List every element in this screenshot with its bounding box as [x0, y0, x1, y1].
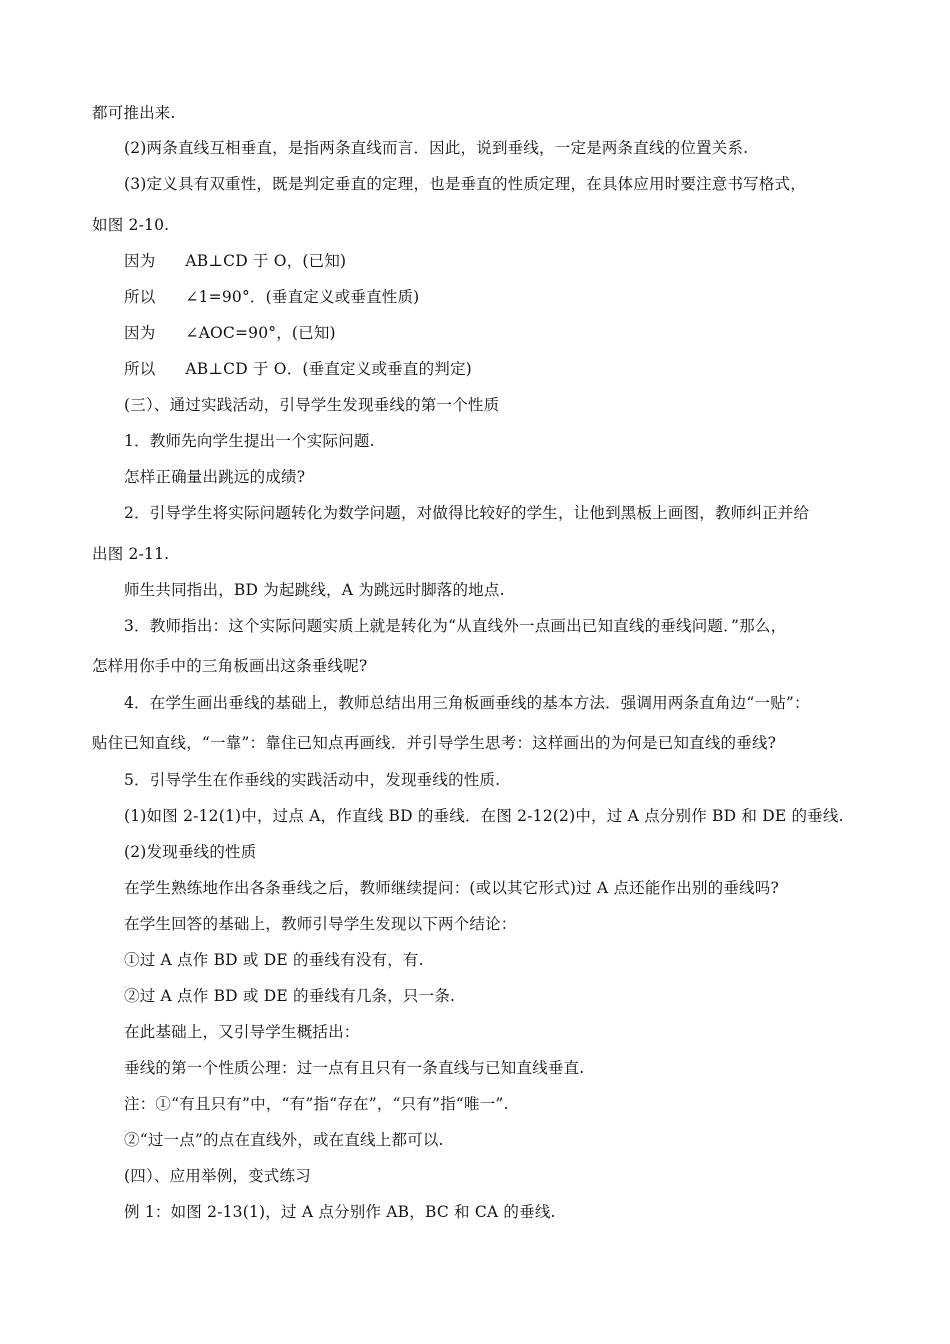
proof-statement: AB⊥CD 于 O．(垂直定义或垂直的判定)	[185, 360, 472, 378]
proof-statement: ∠1=90°．(垂直定义或垂直性质)	[185, 288, 420, 306]
proof-statement: ∠AOC=90°，(已知)	[185, 324, 336, 342]
text-line: ①过 A 点作 BD 或 DE 的垂线有没有，有.	[124, 951, 424, 969]
text-line: 在此基础上，又引导学生概括出：	[124, 1023, 360, 1041]
text-line: 师生共同指出，BD 为起跳线，A 为跳远时脚落的地点.	[124, 581, 505, 599]
section-heading: (三）、通过实践活动，引导学生发现垂线的第一个性质	[124, 396, 500, 414]
text-line: ②“过一点”的点在直线外，或在直线上都可以.	[124, 1131, 444, 1149]
proof-line	[124, 287, 419, 307]
proof-line	[124, 323, 336, 343]
proof-keyword: 所以	[124, 360, 156, 378]
text-line: 怎样正确量出跳远的成绩?	[124, 468, 306, 486]
text-line: ②过 A 点作 BD 或 DE 的垂线有几条，只一条.	[124, 987, 456, 1005]
text-line: 5．引导学生在作垂线的实践活动中，发现垂线的性质.	[124, 771, 501, 789]
section-heading: (四）、应用举例，变式练习	[124, 1167, 311, 1185]
text-line: 都可推出来.	[92, 104, 176, 122]
text-line: 在学生回答的基础上，教师引导学生发现以下两个结论：	[124, 915, 517, 933]
text-line: (3)定义具有双重性，既是判定垂直的定理，也是垂直的性质定理，在具体应用时要注意书写格式，	[124, 175, 806, 193]
text-line: (2)两条直线互相垂直，是指两条直线而言．因此，说到垂线，一定是两条直线的位置关系.	[124, 139, 749, 157]
text-line: 贴住已知直线，“一靠”：靠住已知点再画线．并引导学生思考：这样画出的为何是已知直线的垂线?	[92, 734, 777, 752]
text-line: 4．在学生画出垂线的基础上，教师总结出用三角板画垂线的基本方法．强调用两条直角边“一贴”：	[124, 694, 810, 712]
text-line: 怎样用你手中的三角板画出这条垂线呢?	[92, 657, 368, 675]
text-line: 3．教师指出：这个实际问题实质上就是转化为“从直线外一点画出已知直线的垂线问题．”那么，	[124, 617, 787, 635]
text-line: 垂线的第一个性质公理：过一点有且只有一条直线与已知直线垂直.	[124, 1059, 585, 1077]
proof-keyword: 因为	[124, 252, 156, 270]
proof-keyword: 所以	[124, 288, 156, 306]
text-line: 在学生熟练地作出各条垂线之后，教师继续提问：(或以其它形式)过 A 点还能作出别的垂线吗?	[124, 879, 779, 897]
text-line: 如图 2-10.	[92, 216, 170, 234]
text-line: 出图 2-11.	[92, 545, 170, 563]
text-line: 2．引导学生将实际问题转化为数学问题，对做得比较好的学生，让他到黑板上画图，教师纠正并给	[124, 504, 810, 522]
proof-line	[124, 359, 472, 379]
text-line: (2)发现垂线的性质	[124, 843, 257, 861]
text-line: 例 1：如图 2-13(1)，过 A 点分别作 AB，BC 和 CA 的垂线.	[124, 1203, 556, 1221]
text-line: 注：①“有且只有”中，“有”指“存在”，“只有”指“唯一”.	[124, 1095, 509, 1113]
proof-keyword: 因为	[124, 324, 156, 342]
proof-statement: AB⊥CD 于 O，(已知)	[185, 252, 347, 270]
proof-line	[124, 251, 346, 271]
text-line: 1．教师先向学生提出一个实际问题.	[124, 432, 375, 450]
text-line: (1)如图 2-12(1)中，过点 A，作直线 BD 的垂线．在图 2-12(2)中，过 A 点分别作 BD 和 DE 的垂线.	[124, 807, 844, 825]
